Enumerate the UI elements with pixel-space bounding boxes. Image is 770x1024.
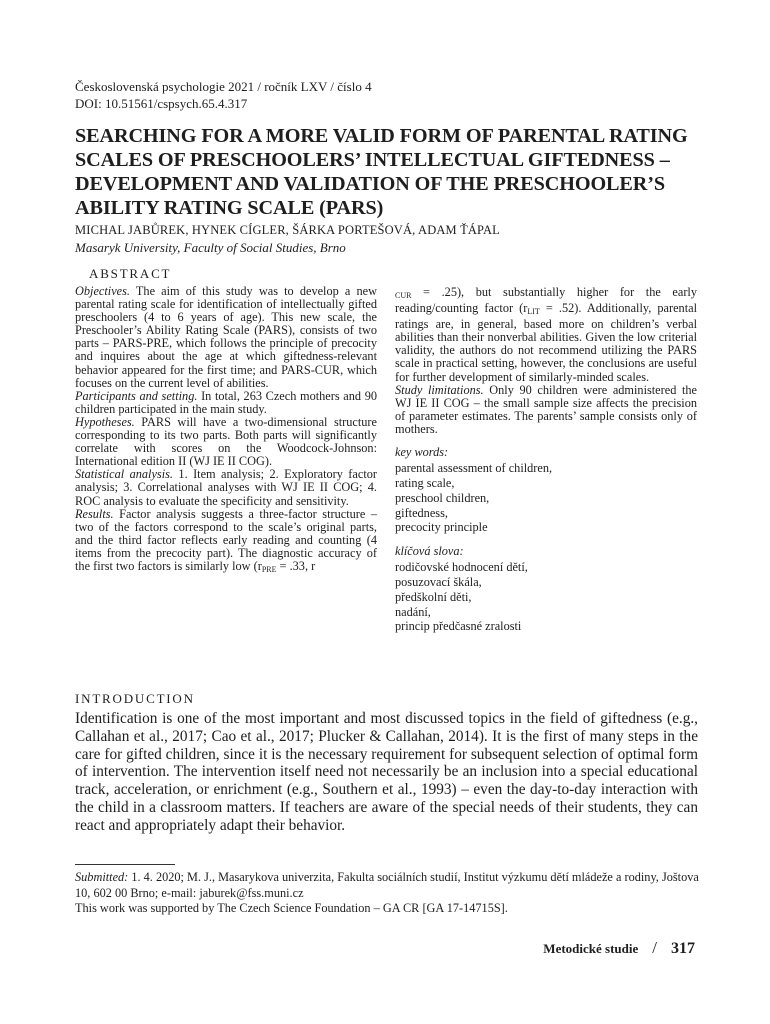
hypotheses-text: PARS will have a two-dimensional structure corresponding to its two parts. Both parts will significantly correlate with scores on the Woodcock-Johnson: International edition II (WJ IE II COG). xyxy=(75,414,377,469)
statistical-text: 1. Item analysis; 2. Exploratory factor analysis; 3. Correlational analyses with WJ IE II COG; 4. ROC analysis to evaluate the specificity and sensitivity. xyxy=(75,467,377,508)
r-lit-subscript: LIT xyxy=(527,307,540,317)
page-number: 317 xyxy=(671,940,695,957)
limitations-text: Only 90 children were administered the WJ IE II COG – the small sample size affects the precision of parameter estimates. The parents’ sample consists only of mothers. xyxy=(395,382,697,436)
hypotheses-label: Hypotheses. xyxy=(75,414,135,429)
abstract-limitations xyxy=(395,384,697,436)
participants-text: In total, 263 Czech mothers and 90 children participated in the main study. xyxy=(75,388,377,416)
abstract-right-column xyxy=(395,286,697,634)
abstract-left-column xyxy=(75,285,377,576)
footnote xyxy=(75,870,700,917)
abstract-results-part1 xyxy=(75,508,377,576)
submitted-label: Submitted: xyxy=(75,870,129,884)
keyword-cz-item: princip předčasné zralosti xyxy=(395,619,522,634)
abstract-hypotheses xyxy=(75,416,377,468)
abstract-heading: ABSTRACT xyxy=(89,266,172,281)
keywords-heading: key words: xyxy=(395,445,449,460)
keyword-cz-item: nadání, xyxy=(395,604,431,619)
keyword-item: precocity principle xyxy=(395,520,488,535)
results-text-1: Factor analysis suggests a three-factor structure – two of the factors correspond to the scale’s original parts, and the third factor reflects early reading and counting (4 items from the precocity part). The diagnostic accuracy of the first two factors is similarly low (r xyxy=(75,506,377,573)
participants-label: Participants and setting. xyxy=(75,388,198,403)
introduction-heading: INTRODUCTION xyxy=(75,691,195,706)
footnote-support: This work was supported by The Czech Science Foundation – GA CR [GA 17-14715S]. xyxy=(75,901,508,915)
section-name: Metodické studie xyxy=(543,941,639,956)
keyword-cz-item: posuzovací škála, xyxy=(395,575,482,589)
keyword-item: preschool children, xyxy=(395,490,490,505)
footnote-submitted xyxy=(75,870,700,901)
keywords-cz-list xyxy=(395,560,697,634)
folio-separator: / xyxy=(652,938,657,957)
journal-line: Československá psychologie 2021 / ročník LXV / číslo 4 xyxy=(75,79,372,94)
keywords-cz-heading: klíčová slova: xyxy=(395,544,464,559)
objectives-label: Objectives. xyxy=(75,284,130,298)
doi: DOI: 10.51561/cspsych.65.4.317 xyxy=(75,96,248,111)
objectives-text: The aim of this study was to develop a new parental rating scale for identification of intellectually gifted preschoolers (4 to 6 years of age). This new scale, the Preschooler’s Ability Rating Scale (PARS), consists of two parts – PARS-PRE, which follows the principle of precocity and inquires about the age at which giftedness-relevant behavior appeared for the first time; and PARS-CUR, which focuses on the current level of abilities. xyxy=(75,284,377,390)
submitted-text: 1. 4. 2020; M. J., Masarykova univerzita, Fakulta sociálních studií, Institut výzkumu dětí mládeže a rodiny, Joštova 10, 602 00 Brno; e-mail: jaburek@fss.muni.cz xyxy=(75,870,699,900)
limitations-label: Study limitations. xyxy=(395,382,484,397)
results-text-2: = .33, r xyxy=(276,558,316,573)
keyword-item: rating scale, xyxy=(395,475,455,490)
affiliation: Masaryk University, Faculty of Social Studies, Brno xyxy=(75,240,346,255)
results-label: Results. xyxy=(75,506,114,521)
results-text-3: = .25), but substantially higher for the early reading/counting factor (r xyxy=(395,285,697,316)
keyword-cz-item: předškolní děti, xyxy=(395,589,472,604)
introduction-text: Identification is one of the most important and most discussed topics in the field of giftedness (e.g., Callahan et al., 2017; Cao et al., 2017; Plucker & Callahan, 2014). It is the first of many steps in the care for gifted children, since it is the necessary requirement for subsequent selection of optimal form of intervention. The intervention itself need not necessarily be an inclusion into a special educational track, acceleration, or enrichment (e.g., Southern et al., 1993) – even the day-to-day interaction with the child in a classroom matters. If teachers are aware of the special needs of their students, they can react and appropriately adapt their behavior. xyxy=(75,710,698,834)
authors: MICHAL JABŮREK, HYNEK CÍGLER, ŠÁRKA PORTEŠOVÁ, ADAM ŤÁPAL xyxy=(75,223,500,237)
statistical-label: Statistical analysis. xyxy=(75,467,173,482)
r-pre-subscript: PRE xyxy=(261,564,277,574)
results-text-4: = .52). Additionally, parental ratings are, in general, based more on children’s verbal abilities than their nonverbal abilities. Given the low criterial validity, the authors do not recommend utilizing the PARS scale in practical setting, however, the conclusions are useful for further development of similarly-minded scales. xyxy=(395,301,697,384)
article-title: SEARCHING FOR A MORE VALID FORM OF PARENTAL RATING SCALES OF PRESCHOOLERS’ INTELLECTUAL GIFTEDNESS – DEVELOPMENT AND VALIDATION OF THE PRESCHOOLER’S ABILITY RATING SCALE (PARS) xyxy=(75,125,688,219)
abstract-statistical xyxy=(75,468,377,507)
abstract-participants xyxy=(75,390,377,416)
keywords-list xyxy=(395,461,697,535)
r-cur-subscript: CUR xyxy=(395,291,412,300)
abstract-results-part2 xyxy=(395,286,697,384)
page-folio xyxy=(543,938,695,958)
journal-header xyxy=(75,78,372,112)
keyword-cz-item: rodičovské hodnocení dětí, xyxy=(395,560,528,575)
keyword-item: giftedness, xyxy=(395,505,448,520)
abstract-objectives xyxy=(75,285,377,390)
keyword-item: parental assessment of children, xyxy=(395,461,553,476)
footnote-rule xyxy=(75,864,175,865)
